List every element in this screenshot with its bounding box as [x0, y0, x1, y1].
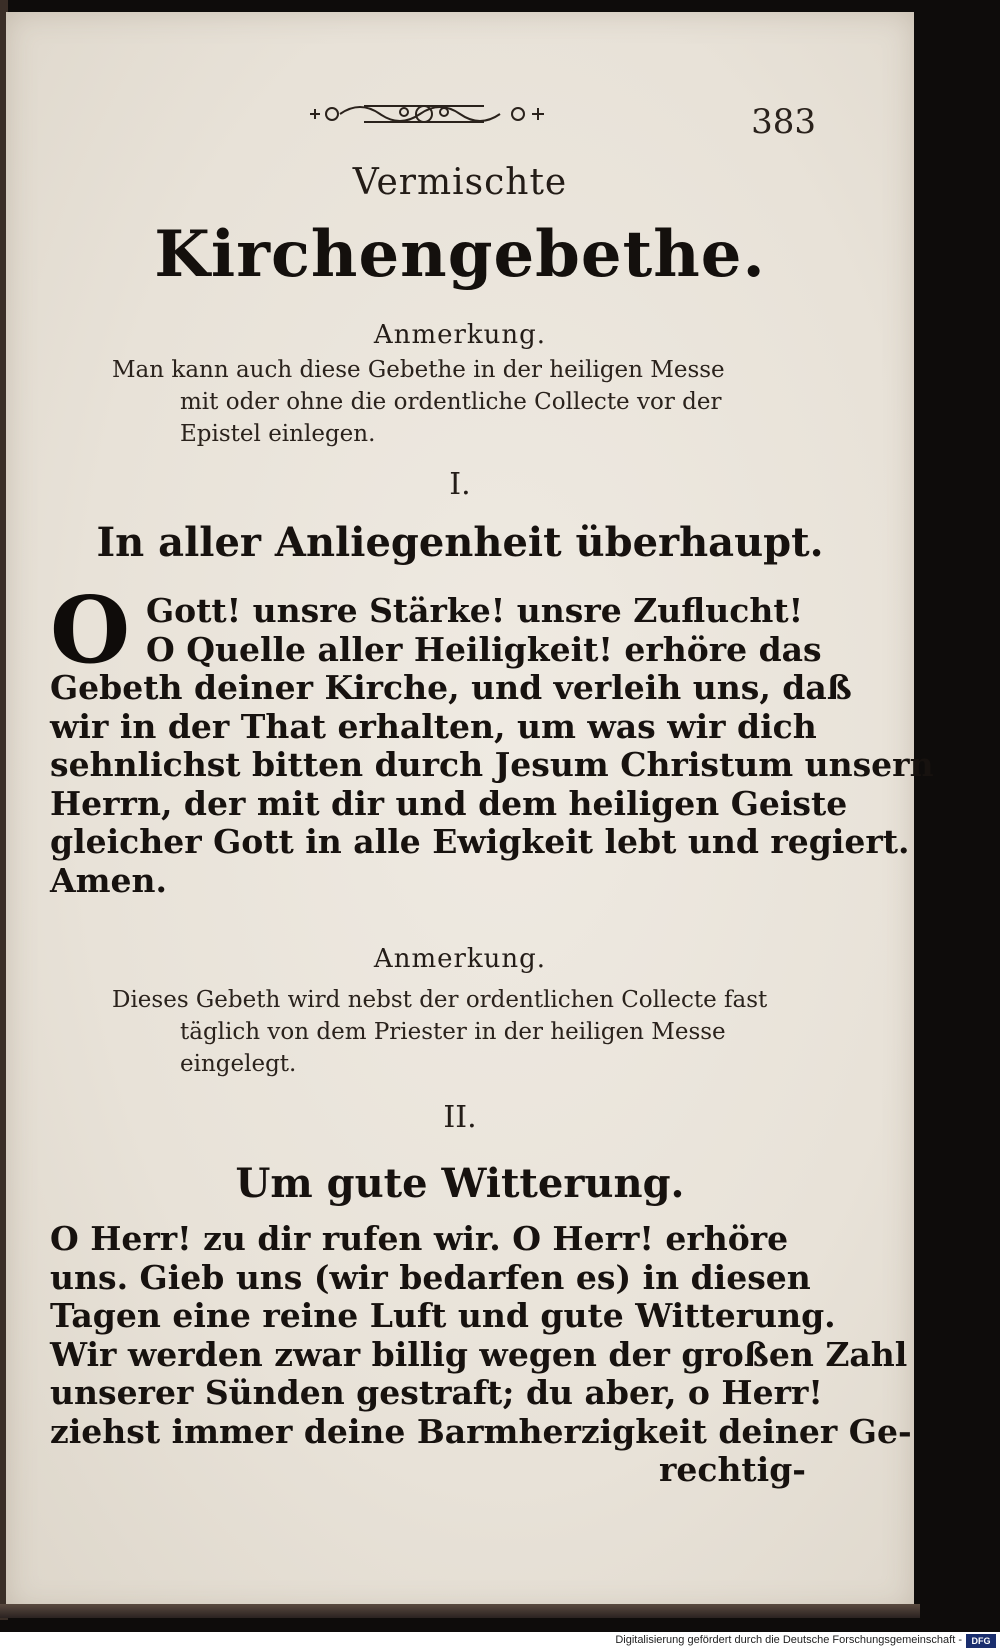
prayer-line: Gott! unsre Stärke! unsre Zuflucht! [146, 591, 804, 630]
book-page [6, 12, 934, 1612]
prayer-line: unserer Sünden gestraft; du aber, o Herr! [50, 1373, 823, 1412]
section-title: In aller Anliegenheit überhaupt. [96, 519, 824, 566]
section-number: II. [443, 1100, 477, 1135]
prayer-line: O Herr! zu dir rufen wir. O Herr! erhöre [50, 1219, 789, 1258]
prayer-text [50, 1219, 912, 1490]
note-line: eingelegt. [180, 1051, 297, 1077]
note-heading: Anmerkung. [373, 320, 547, 350]
footer-credit: Digitalisierung gefördert durch die Deutsche Forschungsgemeinschaft - [615, 1634, 962, 1646]
prayer-line: sehnlichst bitten durch Jesum Christum unsern [50, 745, 934, 784]
note-line: Man kann auch diese Gebethe in der heiligen Messe [112, 357, 725, 383]
section-title: Um gute Witterung. [235, 1160, 685, 1207]
prayer-line: ziehst immer deine Barmherzigkeit deiner Ge- [50, 1411, 912, 1451]
prayer-line: Tagen eine reine Luft und gute Witterung. [50, 1296, 836, 1335]
page-kicker: Vermischte [352, 162, 568, 203]
prayer-line: uns. Gieb uns (wir bedarfen es) in diesen [50, 1257, 811, 1297]
prayer-line: wir in der That erhalten, um was wir dich [50, 706, 817, 746]
note-text [112, 984, 812, 1080]
note-text [112, 354, 802, 450]
note-line: Epistel einlegen. [180, 421, 376, 447]
note-line: mit oder ohne die ordentliche Collecte vor der [180, 389, 722, 415]
note-heading: Anmerkung. [373, 944, 547, 974]
prayer-line: O Quelle aller Heiligkeit! erhöre das [146, 629, 822, 669]
page-number: 383 [751, 102, 816, 142]
drop-cap: O [50, 576, 131, 684]
prayer-text [50, 576, 934, 900]
prayer-line: Amen. [50, 860, 167, 900]
note-line: Dieses Gebeth wird nebst der ordentlichen Collecte fast [112, 987, 768, 1013]
prayer-line: gleicher Gott in alle Ewigkeit lebt und regiert. [50, 822, 910, 861]
catchword: rechtig- [658, 1450, 806, 1489]
dfg-logo: DFG [966, 1634, 996, 1648]
header-ornament [304, 94, 554, 134]
prayer-line: Herrn, der mit dir und dem heiligen Geiste [50, 783, 848, 823]
prayer-line: Wir werden zwar billig wegen der großen Zahl [50, 1334, 908, 1374]
page-edge-shadow [0, 1604, 920, 1618]
page-title: Kirchengebethe. [154, 217, 766, 292]
section-number: I. [449, 467, 471, 502]
prayer-line: Gebeth deiner Kirche, und verleih uns, daß [50, 668, 852, 707]
note-line: täglich von dem Priester in der heiligen Messe [180, 1019, 726, 1045]
